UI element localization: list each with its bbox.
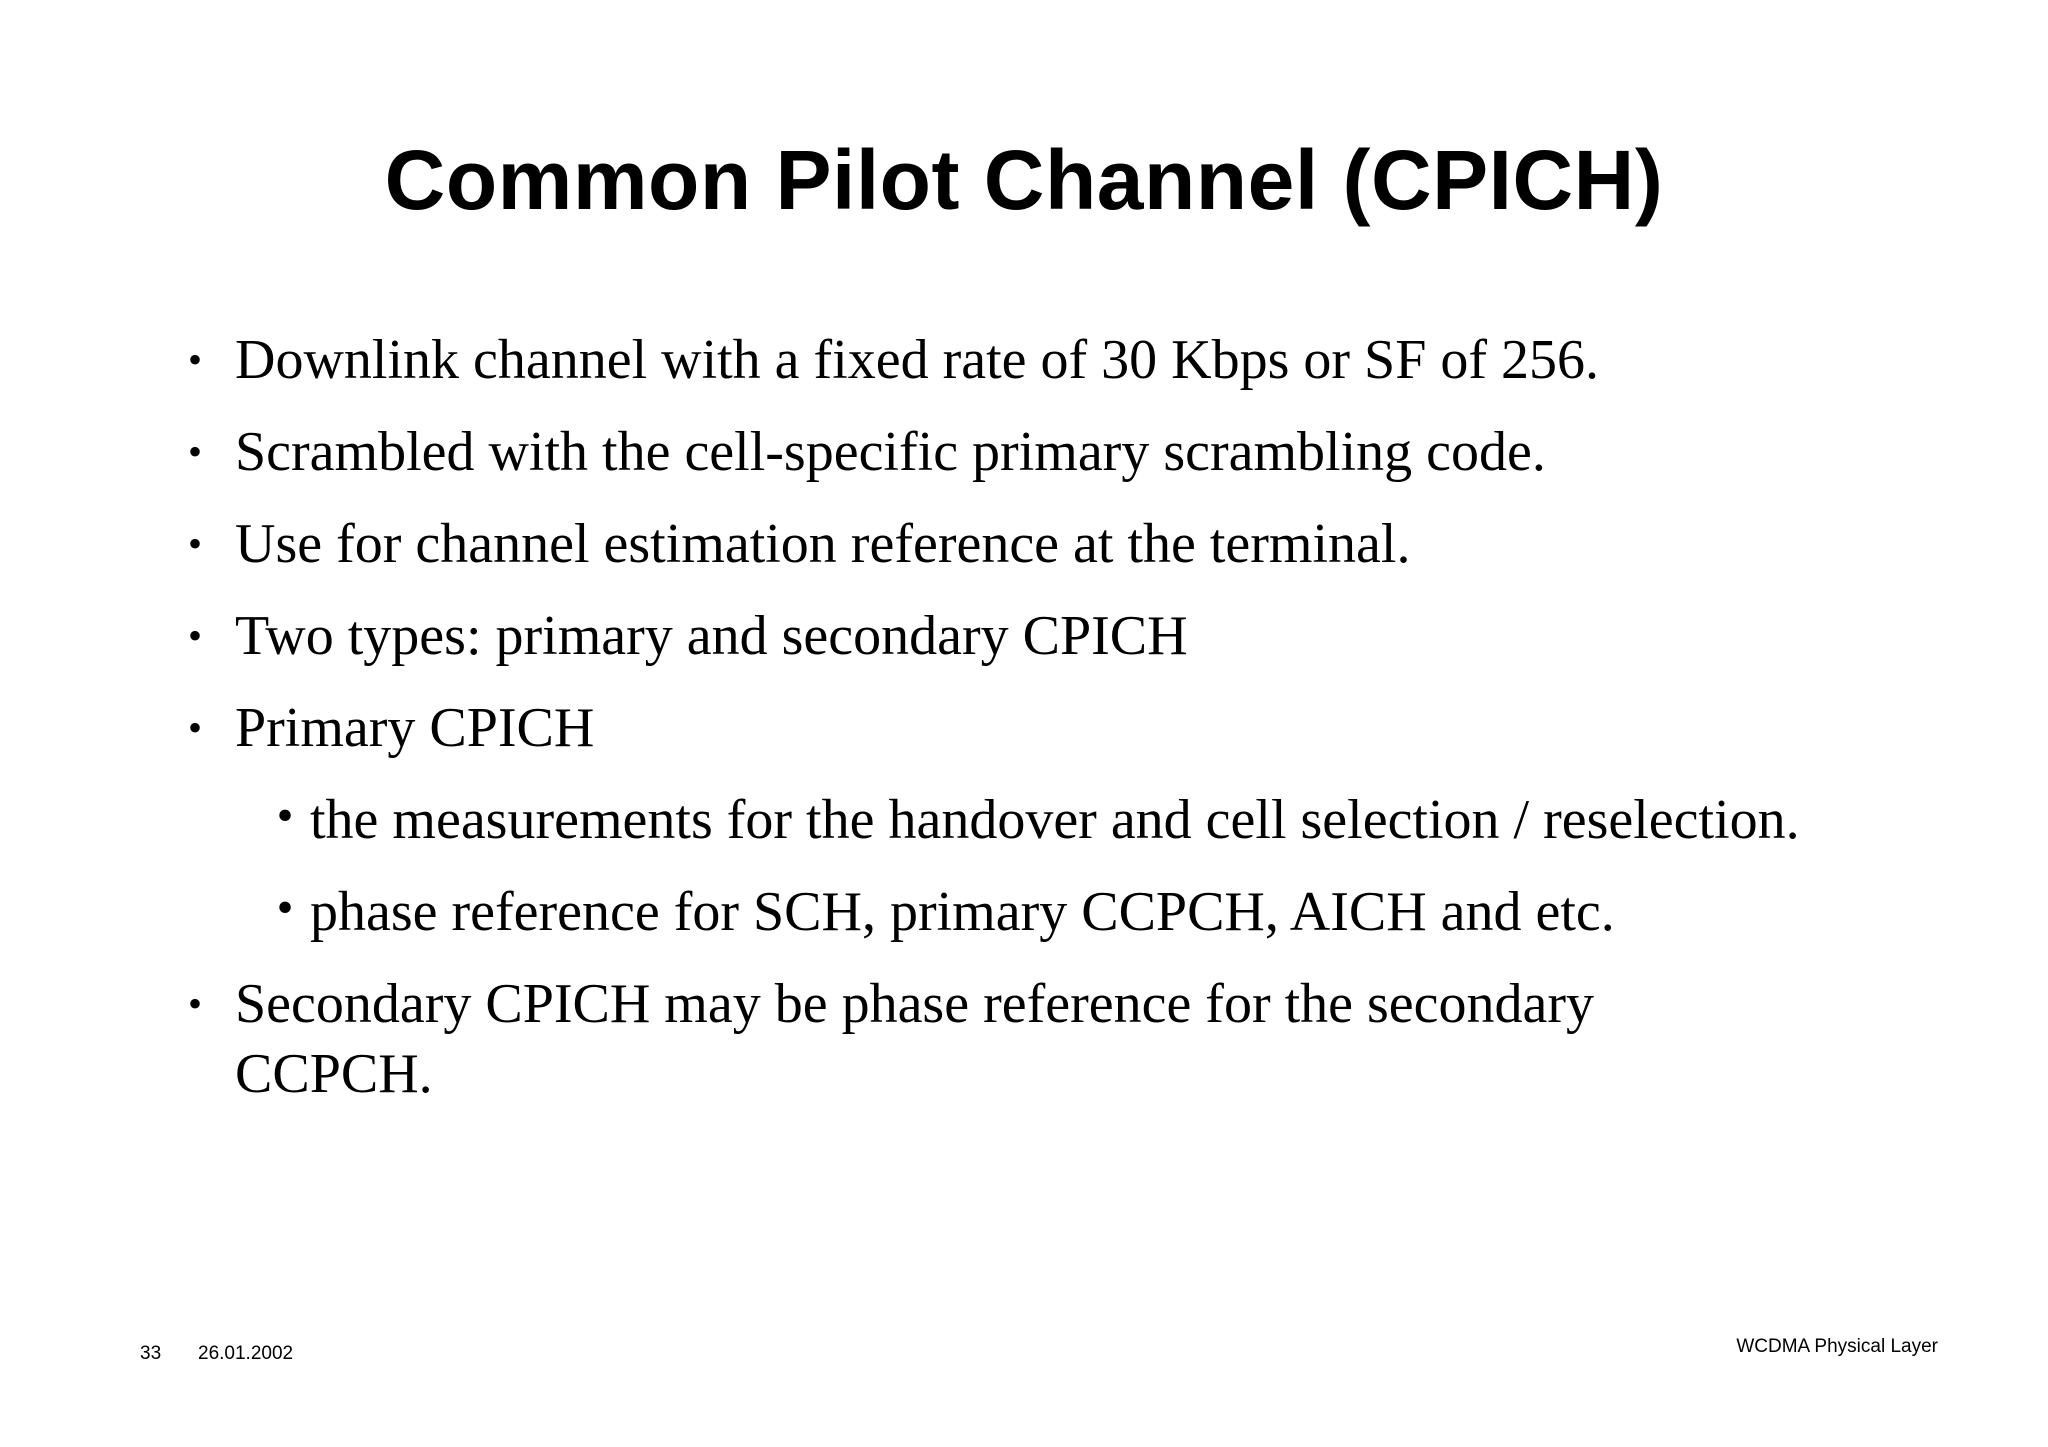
bullet-item [180,693,1980,763]
bullet-dot-icon: • [187,521,202,566]
bullet-text: Secondary CPICH may be phase reference for the secondary CCPCH. [235,973,1595,1105]
bullet-item [180,601,1980,671]
sub-bullet-item [180,785,1980,855]
sub-bullet-text: phase reference for SCH, primary CCPCH, AICH and etc. [310,881,1615,943]
bullet-list [180,325,1980,1131]
sub-bullet-text: the measurements for the handover and cell selection / reselection. [310,789,1800,851]
bullet-text: Two types: primary and secondary CPICH [235,605,1188,667]
footer-date: 26.01.2002 [198,1343,294,1364]
bullet-dot-icon: • [187,613,202,658]
bullet-text: Scrambled with the cell-specific primary scrambling code. [235,421,1546,483]
bullet-dot-icon: • [187,981,202,1026]
bullet-text: Primary CPICH [235,697,595,759]
bullet-text: Use for channel estimation reference at the terminal. [235,513,1411,575]
bullet-item [180,417,1980,487]
page-number: 33 [140,1343,162,1364]
bullet-dot-icon: • [187,337,202,382]
sub-bullet-item [180,877,1980,947]
sub-bullet-dot-icon: • [276,881,294,934]
footer-doc-title: WCDMA Physical Layer [1736,1336,1938,1357]
slide-title: Common Pilot Channel (CPICH) [384,133,1664,227]
bullet-dot-icon: • [187,705,202,750]
bullet-item [180,325,1980,395]
bullet-item [180,509,1980,579]
sub-bullet-dot-icon: • [276,789,294,842]
bullet-text: Downlink channel with a fixed rate of 30 Kbps or SF of 256. [235,329,1599,391]
bullet-item [180,969,1735,1109]
bullet-dot-icon: • [187,429,202,474]
